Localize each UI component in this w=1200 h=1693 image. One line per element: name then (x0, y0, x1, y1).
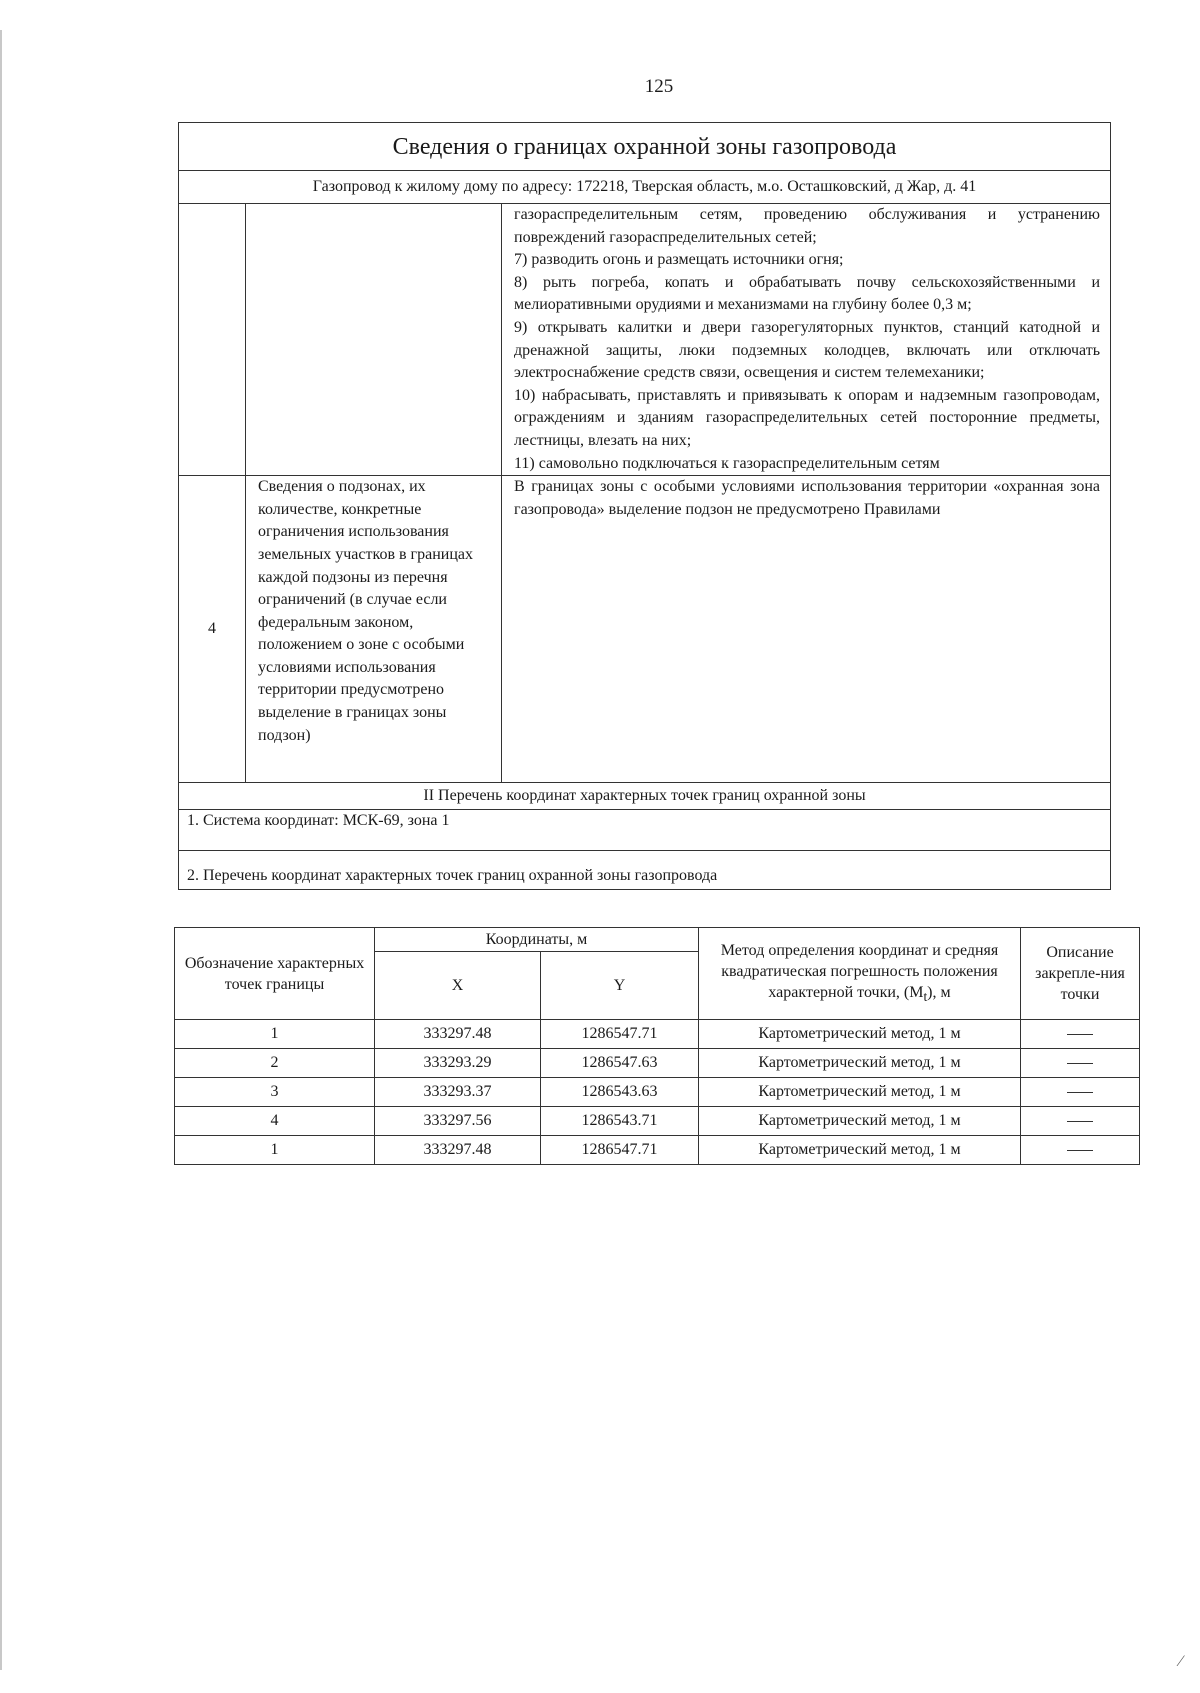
point-id: 2 (175, 1049, 375, 1078)
point-x: 333293.37 (375, 1078, 541, 1107)
subzones-row (179, 476, 1111, 783)
point-id: 4 (175, 1107, 375, 1136)
point-y: 1286543.71 (541, 1107, 699, 1136)
point-method: Картометрический метод, 1 м (699, 1107, 1021, 1136)
point-method: Картометрический метод, 1 м (699, 1078, 1021, 1107)
header-description: Описание закрепле-ния точки (1021, 928, 1140, 1020)
header-coordinates: Координаты, м (375, 928, 699, 952)
restrictions-continuation (502, 204, 1111, 476)
dash-mark (1067, 1150, 1093, 1151)
point-x: 333293.29 (375, 1049, 541, 1078)
scan-corner-mark: ⁄ (1179, 1653, 1182, 1670)
point-method: Картометрический метод, 1 м (699, 1136, 1021, 1165)
row-number: 4 (179, 476, 246, 783)
point-id: 1 (175, 1020, 375, 1049)
scan-left-edge (0, 30, 2, 1670)
subzones-label: Сведения о подзонах, их количестве, конкретные ограничения использования земельных участков в границах каждой подзоны из перечня ограничений (в случае если федеральным законом, положением о зоне с особыми условиями использования территории предусмотрено выделение в границах зоны подзон) (246, 476, 502, 783)
page-number: 125 (644, 76, 674, 97)
point-id: 3 (175, 1078, 375, 1107)
header-designation: Обозначение характерных точек границы (175, 928, 375, 1020)
subzones-value: В границах зоны с особыми условиями использования территории «охранная зона газопровода» выделение подзон не предусмотрено Правилами (502, 476, 1111, 783)
dash-mark (1067, 1092, 1093, 1093)
point-description (1021, 1049, 1140, 1078)
table-row (175, 1107, 1140, 1136)
document-subtitle: Газопровод к жилому дому по адресу: 172218, Тверская область, м.о. Осташковский, д Жар, д. 41 (179, 171, 1111, 204)
table-row (175, 1020, 1140, 1049)
coordinates-table (174, 927, 1140, 1165)
header-x: X (375, 952, 541, 1020)
coordinates-list-title: 2. Перечень координат характерных точек границ охранной зоны газопровода (179, 851, 1111, 890)
continuation-label-cell (246, 204, 502, 476)
point-y: 1286547.71 (541, 1020, 699, 1049)
restriction-line: 9) открывать калитки и двери газорегуляторных пунктов, станций катодной и дренажной защиты, люки подземных колодцев, включать или отключать электроснабжение средств связи, освещения и систем телемеханики; (514, 318, 1101, 382)
point-y: 1286543.63 (541, 1078, 699, 1107)
table-row (175, 1049, 1140, 1078)
point-method: Картометрический метод, 1 м (699, 1049, 1021, 1078)
point-y: 1286547.63 (541, 1049, 699, 1078)
dash-mark (1067, 1121, 1093, 1122)
point-y: 1286547.71 (541, 1136, 699, 1165)
coordinate-system: 1. Система координат: МСК-69, зона 1 (179, 810, 1111, 851)
restriction-line: 7) разводить огонь и размещать источники огня; (514, 251, 844, 269)
point-method: Картометрический метод, 1 м (699, 1020, 1021, 1049)
point-description (1021, 1020, 1140, 1049)
dash-mark (1067, 1063, 1093, 1064)
point-id: 1 (175, 1136, 375, 1165)
section-heading: II Перечень координат характерных точек границ охранной зоны (179, 783, 1111, 810)
table-row (175, 1136, 1140, 1165)
point-description (1021, 1078, 1140, 1107)
restriction-line: 8) рыть погреба, копать и обрабатывать почву сельскохозяйственными и мелиоративными орудиями и механизмами на глубину более 0,3 м; (514, 273, 1101, 314)
point-x: 333297.48 (375, 1136, 541, 1165)
header-y: Y (541, 952, 699, 1020)
dash-mark (1067, 1034, 1093, 1035)
point-x: 333297.56 (375, 1107, 541, 1136)
header-method: Метод определения координат и средняя квадратическая погрешность положения характерной точки, $(M_t)$, м (699, 928, 1021, 1020)
point-description (1021, 1136, 1140, 1165)
continuation-row (179, 204, 1111, 476)
restriction-line: 10) набрасывать, приставлять и привязывать к опорам и надземным газопроводам, ограждениям и зданиям газораспределительных сетей посторонние предметы, лестницы, влезать на них; (514, 386, 1101, 449)
document-title: Сведения о границах охранной зоны газопровода (179, 123, 1111, 171)
continuation-number-cell (179, 204, 246, 476)
restriction-line: 11) самовольно подключаться к газораспределительным сетям (514, 454, 940, 472)
point-x: 333297.48 (375, 1020, 541, 1049)
point-description (1021, 1107, 1140, 1136)
zone-info-table (178, 122, 1111, 890)
table-row (175, 1078, 1140, 1107)
restriction-line: газораспределительным сетям, проведению обслуживания и устранению повреждений газораспределительных сетей; (514, 206, 1101, 246)
